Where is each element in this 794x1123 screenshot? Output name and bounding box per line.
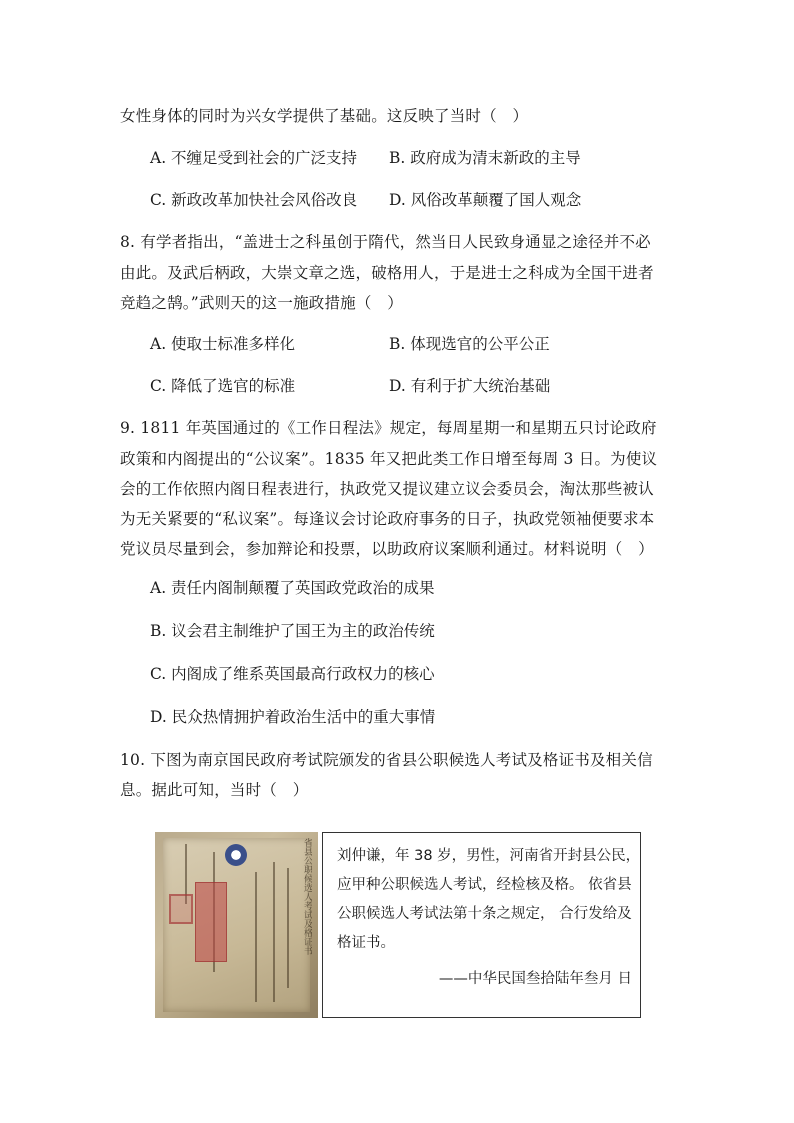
- emblem-icon: [225, 844, 247, 866]
- q9-option-d[interactable]: D. 民众热情拥护着政治生活中的重大事情: [150, 708, 436, 726]
- certificate-info-box: [322, 832, 641, 1018]
- q7-option-c[interactable]: C. 新政改革加快社会风俗改良: [150, 191, 358, 209]
- q8-option-b[interactable]: B. 体现选官的公平公正: [389, 335, 550, 353]
- q10-figure: [155, 832, 641, 1018]
- q9-stem-line-1: 9. 1811 年英国通过的《工作日程法》规定，每周星期一和星期五只讨论政府: [120, 419, 657, 437]
- info-line-1: 刘仲谦，年 38 岁，男性，河南省开封县公民，: [337, 848, 641, 864]
- info-line-3: 公职候选人考试法第十条之规定， 合行发给及: [337, 906, 632, 922]
- q9-stem-line-3: 会的工作依照内阁日程表进行，执政党又提议建立议会委员会，淘汰那些被认: [120, 480, 654, 498]
- q9-stem-line-5: 党议员尽量到会，参加辩论和投票，以助政府议案顺利通过。材料说明（ ）: [120, 540, 654, 558]
- q9-stem-line-4: 为无关紧要的“私议案”。每逢议会讨论政府事务的日子，执政党领袖便要求本: [120, 510, 655, 528]
- certificate-photo: [155, 832, 318, 1018]
- certificate-caption: 省县公职候选人考试及格证书: [302, 838, 312, 955]
- q8-option-c[interactable]: C. 降低了选官的标准: [150, 377, 296, 395]
- q8-option-d[interactable]: D. 有利于扩大统治基础: [389, 377, 551, 395]
- q10-stem-line-2: 息。据此可知，当时（ ）: [120, 781, 309, 799]
- info-line-2: 应甲种公职候选人考试，经检核及格。 依省县: [337, 877, 632, 893]
- q9-stem-line-2: 政策和内阁提出的“公议案”。1835 年又把此类工作日增至每周 3 日。为使议: [120, 450, 658, 468]
- q8-option-a[interactable]: A. 使取士标准多样化: [150, 335, 296, 353]
- q8-stem-line-2: 由此。及武后柄政，大崇文章之选，破格用人，于是进士之科成为全国干进者: [120, 264, 654, 282]
- q9-option-a[interactable]: A. 责任内阁制颠覆了英国政党政治的成果: [150, 579, 435, 597]
- seal-stamp: [195, 882, 227, 962]
- info-signature: ——中华民国叁拾陆年叁月 日: [438, 971, 632, 987]
- q8-stem-line-3: 竞趋之鹄。”武则天的这一施政措施（ ）: [120, 294, 403, 312]
- q7-option-d[interactable]: D. 风俗改革颠覆了国人观念: [389, 191, 582, 209]
- q8-stem-line-1: 8. 有学者指出，“盖进士之科虽创于隋代，然当日人民致身通显之途径并不必: [120, 233, 651, 251]
- q7-option-b[interactable]: B. 政府成为清末新政的主导: [389, 149, 581, 167]
- q7-option-a[interactable]: A. 不缠足受到社会的广泛支持: [150, 149, 358, 167]
- q9-option-b[interactable]: B. 议会君主制维护了国王为主的政治传统: [150, 622, 435, 640]
- info-line-4: 格证书。: [337, 935, 395, 951]
- seal-stamp-small: [169, 894, 193, 924]
- q7-stem-tail: 女性身体的同时为兴女学提供了基础。这反映了当时（ ）: [120, 107, 529, 125]
- q10-stem-line-1: 10. 下图为南京国民政府考试院颁发的省县公职候选人考试及格证书及相关信: [120, 751, 653, 769]
- q9-option-c[interactable]: C. 内阁成了维系英国最高行政权力的核心: [150, 665, 435, 683]
